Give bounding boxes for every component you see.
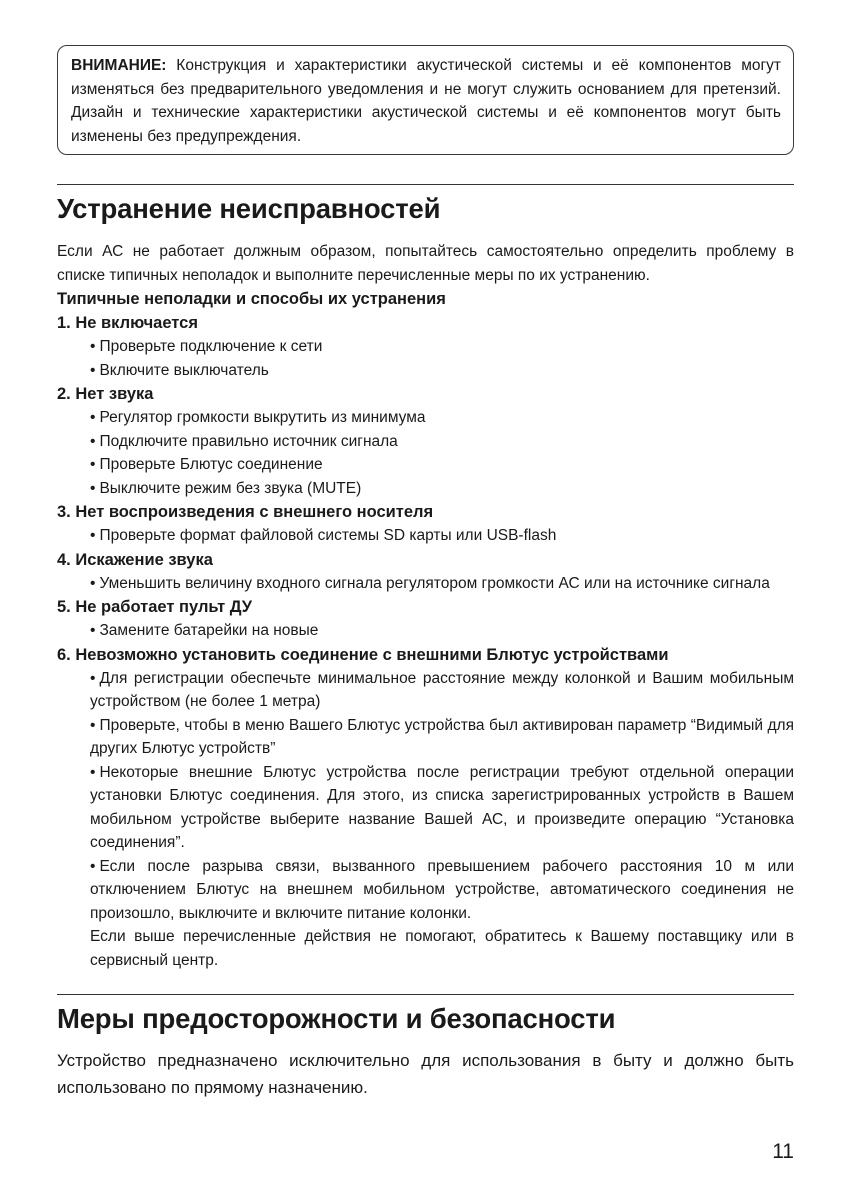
warning-notice-box: [57, 45, 794, 155]
troubleshooting-intro: Если АС не работает должным образом, попытайтесь самостоятельно определить проблему в списке типичных неполадок и выполните перечисленные меры по их устранению.: [57, 243, 794, 284]
warning-text: Конструкция и характеристики акустической системы и её компонентов могут изменяться без предварительного уведомления и не могут служить основанием для претензий. Дизайн и технические характеристики акустической системы и её компонентов могут быть изменены без предупреждения.: [71, 57, 781, 145]
problem-title: 4. Искажение звука: [57, 550, 213, 569]
problem-item: [57, 595, 794, 643]
page-number: 11: [772, 1140, 794, 1163]
solution-bullet: • Включите выключатель: [90, 361, 269, 379]
section-divider-bottom: [57, 994, 794, 995]
solution-bullet: • Регулятор громкости выкрутить из минимума: [90, 409, 426, 426]
safety-title: Меры предосторожности и безопасности: [57, 1003, 616, 1034]
solution-bullet: • Уменьшить величину входного сигнала регулятором громкости АС или на источнике сигнала: [90, 574, 770, 592]
solution-bullet: • Проверьте формат файловой системы SD карты или USB-flash: [90, 527, 557, 544]
safety-text: Устройство предназначено исключительно для использования в быту и должно быть использовано по прямому назначению.: [57, 1051, 794, 1097]
solution-bullet: • Проверьте, чтобы в меню Вашего Блютус устройства был активирован параметр “Видимый для других Блютус устройств”: [90, 716, 794, 757]
troubleshooting-title: Устранение неисправностей: [57, 193, 441, 224]
problem-title: 1. Не включается: [57, 314, 198, 332]
section-divider-top: [57, 184, 794, 185]
solution-bullet: • Подключите правильно источник сигнала: [90, 432, 398, 450]
solution-bullet: • Некоторые внешние Блютус устройства после регистрации требуют отдельной операции установки Блютус соединения. Для этого, из списка зарегистрированных устройств в Вашем мобильном устройстве выберите название Вашей АС, и произведите операцию “Установка соединения”.: [90, 763, 794, 851]
troubleshooting-list: [57, 287, 794, 972]
solution-bullet: • Проверьте Блютус соединение: [90, 456, 323, 473]
problem-item: [57, 643, 794, 973]
problem-item: [57, 548, 794, 596]
problem-item: [57, 311, 794, 382]
solution-bullet: • Выключите режим без звука (MUTE): [90, 479, 362, 497]
problem-title: 3. Нет воспроизведения с внешнего носителя: [57, 503, 434, 521]
solution-bullet: • Если после разрыва связи, вызванного превышением рабочего расстояния 10 м или отключением Блютус на внешнем мобильном устройстве, автоматического соединения не произошло, выключите и включите питание колонки.: [90, 857, 794, 922]
troubleshooting-footer-note: Если выше перечисленные действия не помогают, обратитесь к Вашему поставщику или в сервисный центр.: [90, 928, 794, 969]
troubleshooting-subtitle: Типичные неполадки и способы их устранения: [57, 290, 446, 308]
solution-bullet: • Для регистрации обеспечьте минимальное расстояние между колонкой и Вашим мобильным устройством (не более 1 метра): [90, 669, 794, 710]
solution-bullet: • Замените батарейки на новые: [90, 622, 319, 639]
solution-bullet: • Проверьте подключение к сети: [90, 338, 323, 355]
problem-item: [57, 382, 794, 500]
problem-title: 5. Не работает пульт ДУ: [57, 598, 253, 616]
warning-label: ВНИМАНИЕ:: [71, 57, 167, 74]
problem-title: 6. Невозможно установить соединение с внешними Блютус устройствами: [57, 645, 669, 664]
problem-title: 2. Нет звука: [57, 385, 154, 403]
problem-item: [57, 500, 794, 548]
